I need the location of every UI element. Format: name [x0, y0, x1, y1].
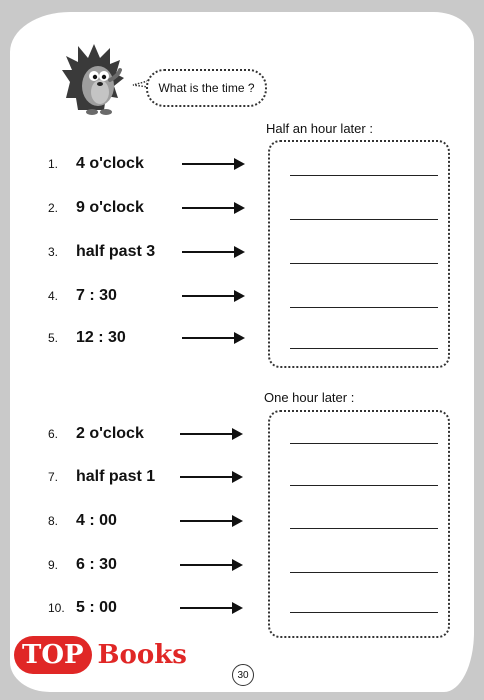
section-title-half-hour: Half an hour later :	[266, 121, 373, 136]
section-title-one-hour: One hour later :	[264, 390, 355, 405]
question-time: 4 : 00	[76, 512, 117, 529]
answer-line[interactable]	[290, 612, 438, 613]
question-row	[48, 553, 191, 577]
question-number: 4.	[48, 289, 59, 303]
arrow-right-icon	[180, 601, 244, 615]
page-number: 30	[232, 664, 254, 686]
question-row	[48, 326, 191, 350]
answer-line[interactable]	[290, 307, 438, 308]
question-number: 7.	[48, 470, 59, 484]
arrow-right-icon	[182, 331, 246, 345]
question-time: 7 : 30	[76, 287, 117, 304]
arrow-right-icon	[180, 427, 244, 441]
question-number: 6.	[48, 427, 59, 441]
arrow-right-icon	[182, 157, 246, 171]
question-number: 9.	[48, 558, 59, 572]
answer-line[interactable]	[290, 219, 438, 220]
question-row	[48, 509, 191, 533]
logo-top-text: TOP	[14, 636, 92, 674]
question-time: half past 1	[76, 468, 156, 485]
question-number: 2.	[48, 201, 59, 215]
question-time: half past 3	[76, 243, 156, 260]
arrow-right-icon	[182, 201, 246, 215]
answer-line[interactable]	[290, 263, 438, 264]
arrow-right-icon	[182, 289, 246, 303]
answer-line[interactable]	[290, 175, 438, 176]
question-time: 9 o'clock	[76, 199, 144, 216]
question-row	[48, 240, 191, 264]
question-row	[48, 284, 191, 308]
worksheet-page	[10, 12, 474, 692]
question-row	[48, 465, 191, 489]
question-number: 10.	[48, 601, 65, 615]
bubble-text: What is the time ?	[158, 81, 255, 95]
arrow-right-icon	[182, 245, 246, 259]
question-number: 3.	[48, 245, 59, 259]
speech-bubble	[146, 69, 267, 107]
logo-books-text: Books	[97, 640, 187, 670]
answer-line[interactable]	[290, 528, 438, 529]
answer-box-one-hour	[268, 410, 450, 638]
answer-box-half-hour	[268, 140, 450, 368]
question-number: 1.	[48, 157, 59, 171]
arrow-right-icon	[180, 470, 244, 484]
arrow-right-icon	[180, 514, 244, 528]
question-row	[48, 596, 191, 620]
question-time: 5 : 00	[76, 599, 117, 616]
question-row	[48, 152, 191, 176]
question-time: 4 o'clock	[76, 155, 144, 172]
question-number: 5.	[48, 331, 59, 345]
topbooks-logo	[14, 636, 187, 674]
question-time: 2 o'clock	[76, 425, 144, 442]
question-time: 12 : 30	[76, 329, 126, 346]
question-row	[48, 196, 191, 220]
question-row	[48, 422, 191, 446]
arrow-right-icon	[180, 558, 244, 572]
question-number: 8.	[48, 514, 59, 528]
answer-line[interactable]	[290, 348, 438, 349]
answer-line[interactable]	[290, 572, 438, 573]
answer-line[interactable]	[290, 443, 438, 444]
hedgehog-icon	[58, 40, 128, 120]
question-time: 6 : 30	[76, 556, 117, 573]
answer-line[interactable]	[290, 485, 438, 486]
